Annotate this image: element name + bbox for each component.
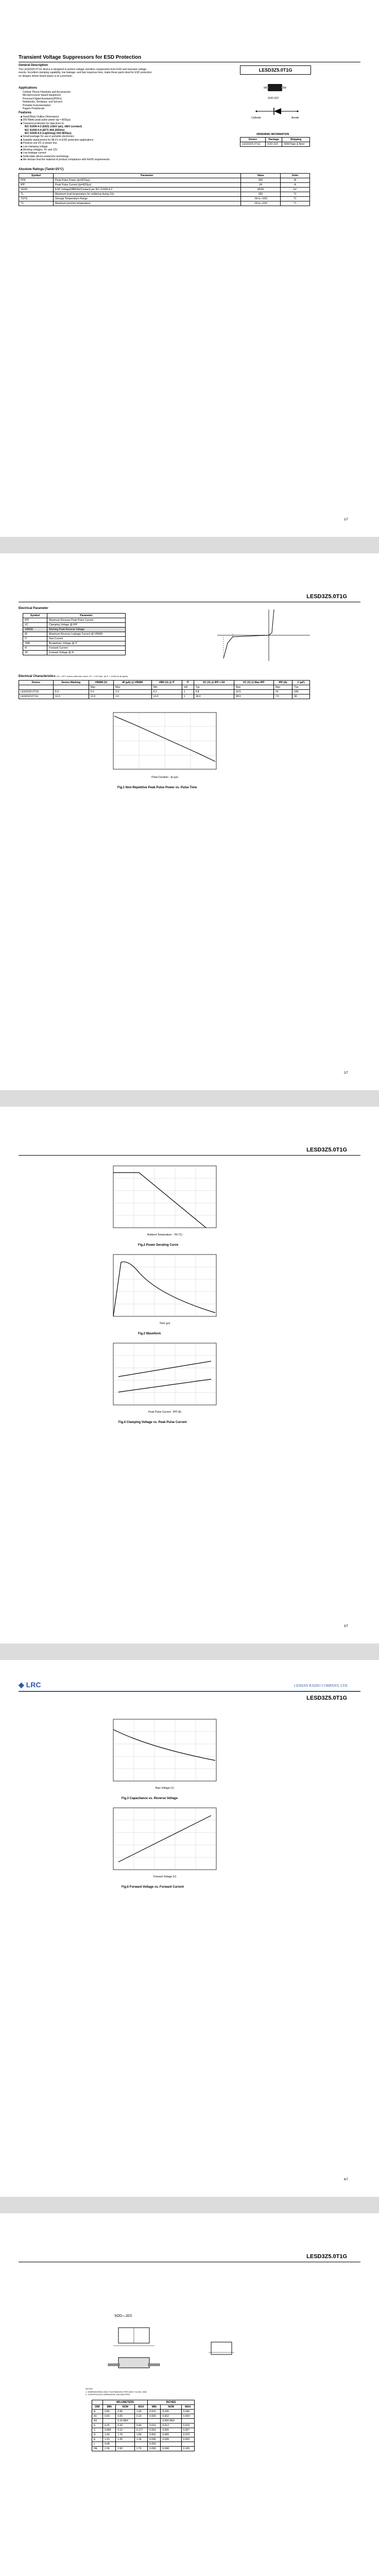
package-top-view xyxy=(103,2323,165,2348)
feature-item: ■ Small package for use in portable electronics xyxy=(21,135,74,139)
feature-item: ■ 200 Watts peak pulse power (tp = 8/20μs) xyxy=(21,118,71,122)
table-header: Parameter xyxy=(54,174,241,178)
table-row: D 1.60 1.70 1.80 0.062 0.066 0.070 xyxy=(92,2433,195,2437)
feature-item: ■ Transient protection for data lines to xyxy=(21,122,64,125)
fig2-power-derating-chart xyxy=(98,1163,221,1241)
application-item: Microprocessor based equipment xyxy=(23,94,61,97)
table-row: A1 0.00 0.05 0.10 0.000 0.002 0.004 xyxy=(92,2414,195,2419)
table-header: Units xyxy=(281,174,310,178)
table-row: L 0.08 0.003 xyxy=(92,2442,195,2447)
cathode-label: Cathode xyxy=(251,116,261,120)
table-row: b 0.25 0.32 0.40 0.010 0.012 0.016 xyxy=(92,2424,195,2428)
running-header: LESD3Z5.0T1G xyxy=(306,1695,347,1701)
fig4-caption: Fig.4 Clamping Voltage vs. Peak Pulse Current xyxy=(118,1421,187,1424)
applications-heading: Applications xyxy=(19,87,38,90)
feature-item: ■ Working voltages: 5V and 12V xyxy=(21,148,58,152)
table-row: IT Test Current xyxy=(23,637,126,641)
absolute-ratings-table xyxy=(19,173,310,206)
dimensions-table: MILLIMETERS INCHES DIM MIN NOM MAX MIN NOM MAX A 0.80 0.90 1.00 0.031 0.035 0.040 A1 0.00 0.05 0.10 0.000 0.002 0.004 A3 0.15 REF 0.006 REF b 0.25 0.32 0.40 0.010 0.012 0.016 C 0.089 0.12 0.177 0.003 0.005 0.007 D 1.60 1.70 1.80 0.062 0.066 0.070 E 1.15 1.25 1.35 0.045 0.049 0.053 L 0.08 0.003 HE 2.30 2.50 2.70 0.090 0.098 0.105 xyxy=(92,2400,195,2451)
ordering-cell: LESD3Z5.0T1G xyxy=(240,142,266,147)
feature-item: ■ Low clamping voltage xyxy=(21,145,48,148)
application-item: Pagers Peripherals xyxy=(23,107,45,111)
running-header: LESD3Z5.0T1G xyxy=(306,594,347,600)
fig5-forward-voltage-chart xyxy=(98,1805,221,1883)
company-name: LESHAN RADIO COMPANY, LTD. xyxy=(294,1684,348,1688)
table-row: E 1.15 1.25 1.35 0.045 0.049 0.053 xyxy=(92,2437,195,2442)
table-row: A 0.80 0.90 1.00 0.031 0.035 0.040 xyxy=(92,2410,195,2414)
datasheet-page-1 xyxy=(0,0,379,537)
feature-item: IEC 61000-4-4 (EFT) 40A (5/50ns) xyxy=(25,128,65,132)
ordering-header: Package xyxy=(266,138,282,142)
table-row: IR Maximum Reverse Leakage Current @ VRWM xyxy=(23,632,126,637)
table-row: VBR Breakdown Voltage @ IT xyxy=(23,641,126,646)
application-item: Notebooks, Desktops, and Servers xyxy=(23,100,63,104)
datasheet-page-3 xyxy=(0,1107,379,1643)
page-number: 4/7 xyxy=(343,2178,348,2181)
fig5-caption: Fig.6 Forward Voltage vs. Forward Current xyxy=(122,1886,184,1889)
fig2-waveform-chart xyxy=(98,1252,221,1329)
table-row: VRWM Working Peak Reverse Voltage xyxy=(23,628,126,632)
table-row: A3 0.15 REF 0.006 REF xyxy=(92,2419,195,2424)
anode-label: Anode xyxy=(291,116,299,120)
general-description-text: The LESD3Z5.0T1G device is designed to protect voltage sensitive components from ESD and transient voltage events. Excellent clamping capability, low leakage, and fast response time, make these parts ideal for ESD protection on designs where board space is at a premium. xyxy=(19,68,152,78)
table-row: HE 2.30 2.50 2.70 0.090 0.098 0.105 xyxy=(92,2447,195,2451)
applications-list xyxy=(23,91,71,110)
table-row: IPP Maximum Reverse Peak Pulse Current xyxy=(23,618,126,623)
feature-item: ■ Protects one I/O or power line xyxy=(21,142,57,145)
fig3-caption: Fig.3 Capacitance vs. Reverse Voltage xyxy=(122,1797,178,1800)
ordering-header: Device xyxy=(240,138,266,142)
fig3-capacitance-chart xyxy=(98,1717,221,1794)
table-row: LESD3Z5.0T1G 5.0 5.0 1.0 6.2 1 9.8 14.5 14 180 xyxy=(19,690,310,694)
table-row: IPP Peak Pulse Current (tp=8/20μs) 24 A xyxy=(19,183,310,188)
table-row: PPK Peak Pulse Power (tp=8/20μs) 200 W xyxy=(19,178,310,183)
table-row: IF Forward Current xyxy=(23,646,126,651)
fig2b-xlabel: Time (μs) xyxy=(159,1322,170,1325)
table-row: C 0.089 0.12 0.177 0.003 0.005 0.007 xyxy=(92,2428,195,2433)
feature-item: ■ Suitable replacement for MLV's in ESD protection applications xyxy=(21,138,94,142)
feature-item: IEC 61000-4-5 (Lightning) 24A (8/20μs) xyxy=(25,132,72,135)
features-heading: Features xyxy=(19,111,32,114)
iv-characteristic-diagram xyxy=(212,607,315,664)
application-item: Cellular Phone Handsets and Accessories xyxy=(23,91,71,94)
feature-item: ■ Low leakage current xyxy=(21,151,46,155)
datasheet-page-2 xyxy=(0,553,379,1090)
parameter-table: Symbol Parameter IPP Maximum Reverse Peak Pulse Current VC Clamping Voltage @ IPP VRWM Working Peak Reverse Voltage IR Maximum Reverse Leakage Current @ VRWM IT Test Current VBR Breakdown Voltage @ IT IF Forward Current VF Forward Voltage @ IF xyxy=(23,613,126,655)
application-item: Personal Digital Assistants(PDA's) xyxy=(23,97,62,100)
fig4-xlabel: Peak Pulse Current - IPP (A) xyxy=(148,1411,181,1414)
ordering-cell: SOD-323 xyxy=(266,142,282,147)
absolute-ratings-heading: Absolute Ratings (Tamb=25°C) xyxy=(19,168,64,171)
table-row: LESD3Z12T1G 12.0 12.0 1.0 13.3 1 18.4 28.0 7.5 90 xyxy=(19,694,310,699)
package-label: SOD-323 xyxy=(268,97,279,100)
electrical-parameter-heading: Electrical Parameter xyxy=(19,607,48,610)
datasheet-page-5 xyxy=(0,2213,379,2576)
fig5-xlabel: Forward Voltage (V) xyxy=(153,1875,177,1878)
table-row: TSTG Storage Temperature Range -55 to +150 °C xyxy=(19,197,310,201)
package-end-view xyxy=(206,2337,237,2363)
table-row: VF Forward Voltage @ IF xyxy=(23,651,126,655)
feature-item: ■ Small Body Outline Dimensions xyxy=(21,115,59,118)
fig4-clamping-voltage-chart xyxy=(98,1341,221,1418)
fig2-xlabel: Ambient Temperature - TA (°C) xyxy=(147,1233,183,1236)
fig1-caption: Fig.1 Non-Repetitive Peak Pulse Power vs. Pulse Time xyxy=(117,786,197,789)
page-title: Transient Voltage Suppressors for ESD Protection xyxy=(19,55,142,60)
general-description-heading: General Description xyxy=(19,64,48,67)
running-header: LESD3Z5.0T1G xyxy=(306,1147,347,1153)
fig2-caption: Fig.2 Power Derating Curve xyxy=(138,1244,179,1247)
page-number: 2/7 xyxy=(343,1072,348,1075)
table-row: TJ Maximum junction temperature -55 to +150 °C xyxy=(19,201,310,206)
table-row: VC Clamping Voltage @ IPP xyxy=(23,623,126,628)
datasheet-page-4 xyxy=(0,1660,379,2197)
feature-item: IEC 61000-4-2 (ESD) ±15kV (air), ±8kV (contact) xyxy=(25,125,82,129)
application-item: Portable Instrumentation xyxy=(23,104,51,107)
fig2-waveform-caption: Fig.2 Waveform xyxy=(138,1332,161,1335)
ordering-cell: 3000/Tape & Reel xyxy=(282,142,310,147)
table-row: TL Maximum lead temperature for soldering during 10s 260 °C xyxy=(19,192,310,197)
features-list xyxy=(21,115,160,162)
feature-item: ■ Solid-state silicon-avalanche technology xyxy=(21,155,69,158)
package-side-view xyxy=(98,2352,170,2378)
table-row: VESD ESD Voltage(HBM Air/Contact) per IEC 61000-4-2 30/30 kV xyxy=(19,188,310,192)
table-header: Value xyxy=(241,174,281,178)
fig3-xlabel: Bias Voltage (V) xyxy=(156,1787,174,1790)
part-number-box: LESD3Z5.0T1G xyxy=(240,65,311,75)
notes-block: NOTES: 1. DIMENSIONING AND TOLERANCING PER ANSI Y14.5M, 1982. 2. CONTROLLING DIMENSION: MILLIMETERS. xyxy=(85,2387,148,2396)
fig1-power-vs-pulse-time-chart xyxy=(98,710,221,782)
running-header: LESD3Z5.0T1G xyxy=(306,2253,347,2260)
ordering-heading: ORDERING INFORMATION xyxy=(256,133,289,136)
page-number: 3/7 xyxy=(343,1625,348,1628)
package-image xyxy=(263,80,288,95)
ordering-header: Shipping xyxy=(282,138,310,142)
company-logo: ◆ LRC xyxy=(19,1681,41,1689)
ordering-table xyxy=(240,137,310,147)
electrical-characteristics-heading: Electrical Characteristics (TA = 25°C unless otherwise noted, VF = 0.9V Max. @ IF = 10mA for all types) xyxy=(19,675,128,678)
page-number: 1/7 xyxy=(343,518,348,521)
package-outline-title: SOD—323 xyxy=(114,2314,132,2318)
table-header: Symbol xyxy=(19,174,54,178)
fig1-xlabel: Pulse Duration - tp (μs) xyxy=(151,776,178,779)
feature-item: ■ We declare that the material of product compliance with RoHS requirements xyxy=(21,158,110,162)
electrical-characteristics-table: Device Device Marking VRWM (V) IR (μA) @ VRWM VBR (V) @ IT IT VC (V) @ IPP = 5A VC (V) @ Max IPP IPP (A) C (pF) Max Max Min mA Typ Max Max Typ LESD3Z5.0T1G 5.0 5.0 1.0 6.2 1 9.8 14.5 14 180 LESD3Z12T1G 12.0 12.0 1.0 13.3 1 18.4 28.0 7.5 90 xyxy=(19,680,310,699)
